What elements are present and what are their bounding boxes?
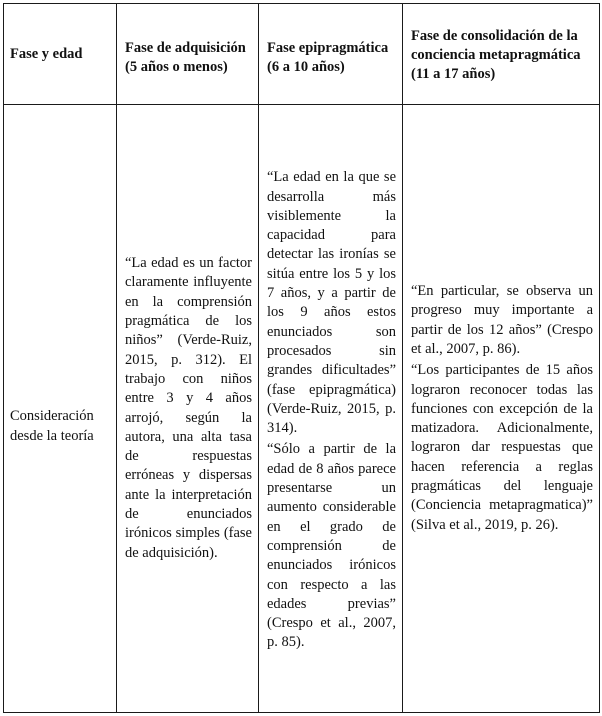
header-fase-adquisicion: Fase de adquisición (5 años o menos) xyxy=(117,4,259,105)
phase-table xyxy=(3,3,600,713)
adquisicion-text: “La edad es un factor claramente influyente en la comprensión pragmática de los niños” (Verde-Ruiz, 2015, p. 312). El trabajo con niños entre 3 y 4 años arrojó, según la autora, una alta tasa de respuestas erróneas y dispersas ante la interpretación de enunciados irónicos simples (fase de adquisición). xyxy=(125,255,252,561)
cell-adquisicion xyxy=(117,105,259,713)
consolidacion-quote-1: “En particular, se observa un progreso muy importante a partir de los 12 años” (Crespo et al., 2007, p. 86). xyxy=(411,283,593,357)
header-row xyxy=(4,4,600,105)
row-label: Consideración desde la teoría xyxy=(4,105,117,713)
consolidacion-quote-2: “Los participantes de 15 años lograron reconocer todas las funciones con excepción de la matizadora. Adicionalmente, lograron dar respuestas que hacen referencia a reglas pragmáticas del lenguaje (Conciencia metapragmatica)” (Silva et al., 2019, p. 26). xyxy=(411,362,593,533)
header-fase-epipragmatica: Fase epipragmática (6 a 10 años) xyxy=(259,4,403,105)
header-fase-edad: Fase y edad xyxy=(4,4,117,105)
table-row xyxy=(4,105,600,713)
header-fase-consolidacion: Fase de consolidación de la conciencia metapragmática (11 a 17 años) xyxy=(403,4,600,105)
cell-epipragmatica xyxy=(259,105,403,713)
cell-consolidacion xyxy=(403,105,600,713)
epipragmatica-quote-2: “Sólo a partir de la edad de 8 años parece presentarse un aumento considerable en el grado de comprensión de enunciados irónicos con respecto a las edades previas” (Crespo et al., 2007, p. 85). xyxy=(267,441,396,651)
epipragmatica-quote-1: “La edad en la que se desarrolla más visiblemente la capacidad para detectar las ironías se sitúa entre los 5 y los 7 años, y a partir de los 9 años estos enunciados son procesados sin grandes dificultades” (fase epipragmática) (Verde-Ruiz, 2015, p. 314). xyxy=(267,169,396,437)
